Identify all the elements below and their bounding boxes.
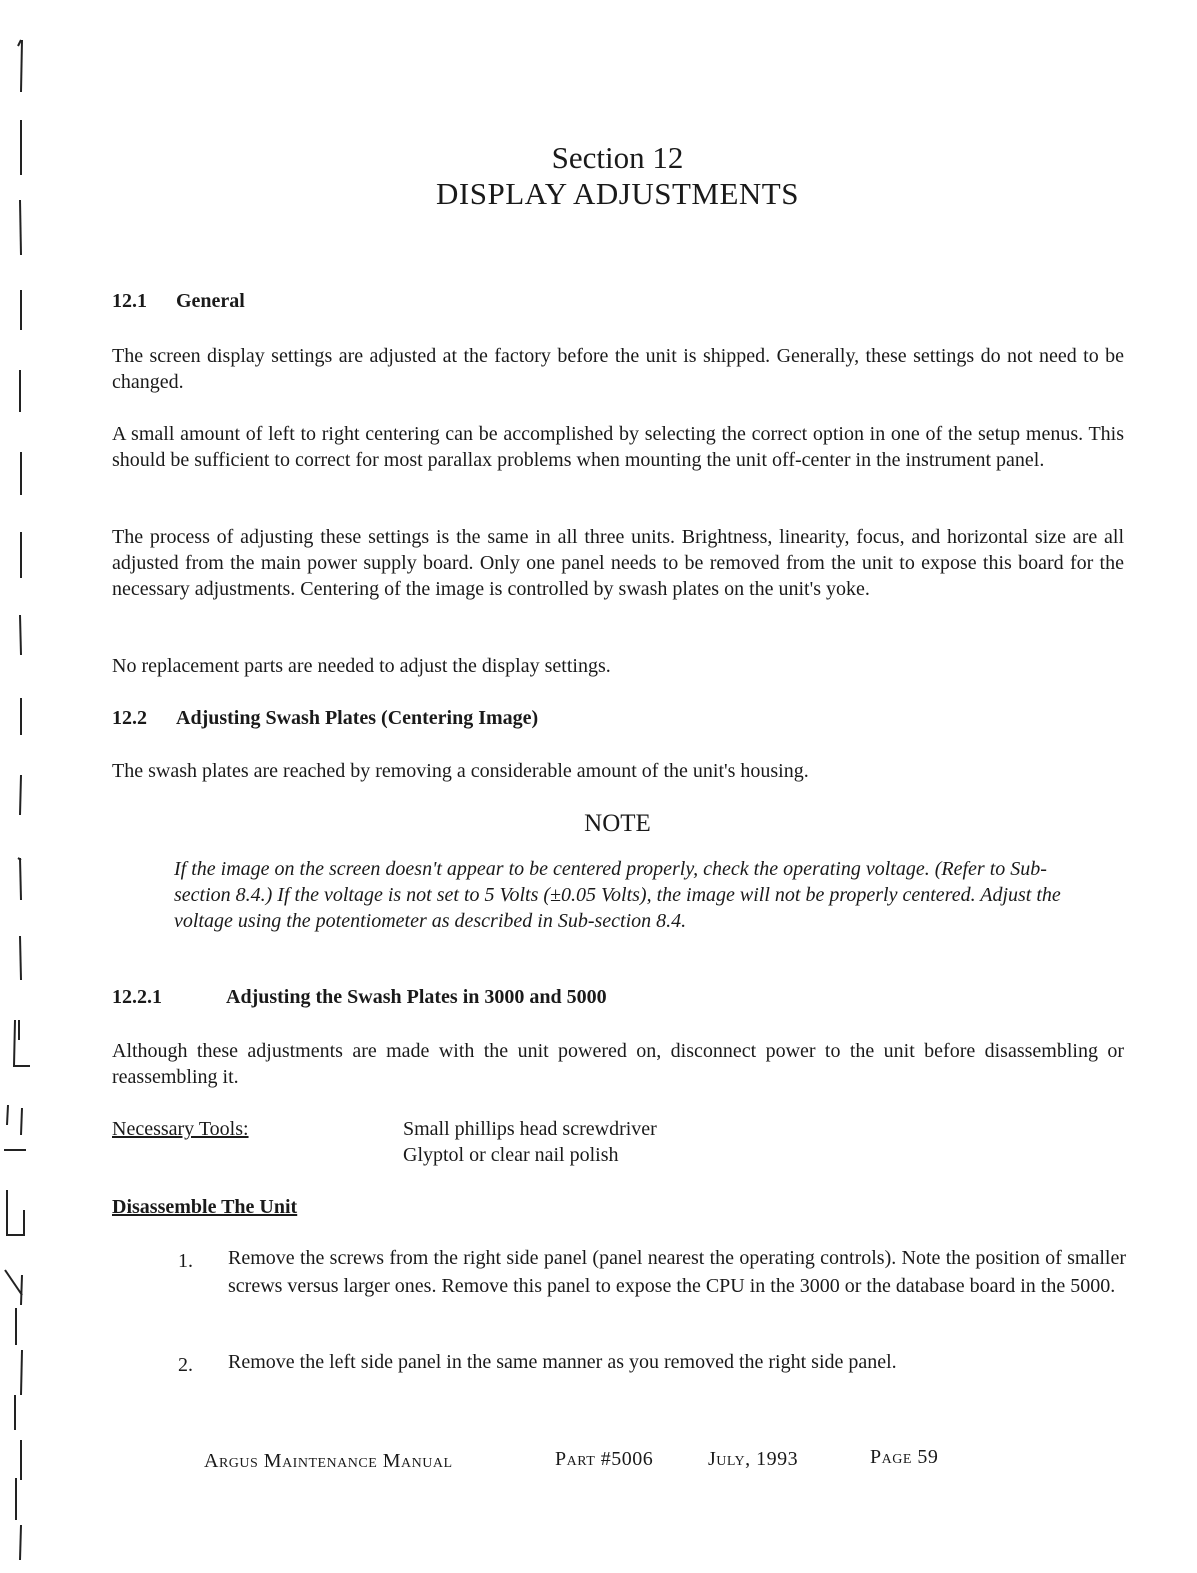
note-text: If the image on the screen doesn't appear to be centered properly, check the operating voltage. (Refer to Sub-section 8.4.) If the voltage is not set to 5 Volts (±0.05 Volts), the image will not be properly centered. Adjust the voltage using the potentiometer as described in Sub-section 8.4.	[174, 858, 1061, 932]
heading-number: 12.2.1	[112, 986, 162, 1008]
footer-page: Page 59	[870, 1446, 939, 1468]
step-number: 2.	[178, 1354, 193, 1376]
paragraph: The process of adjusting these settings is the same in all three units. Brightness, linearity, focus, and horizontal size are all adjusted from the main power supply board. Only one panel needs to be removed from the unit to expose this board for the necessary adjustments. Centering of the image is controlled by swash plates on the unit's yoke.	[112, 526, 1124, 600]
disassemble-heading: Disassemble The Unit	[112, 1196, 298, 1218]
scan-binding-marks	[0, 0, 34, 1573]
paragraph: The screen display settings are adjusted at the factory before the unit is shipped. Generally, these settings do not need to be changed.	[112, 345, 1124, 393]
step-text: Remove the screws from the right side panel (panel nearest the operating controls). Note the position of smaller screws versus larger ones. Remove this panel to expose the CPU in the 3000 or the database board in the 5000.	[228, 1247, 1126, 1297]
heading-number: 12.1	[112, 290, 147, 312]
footer-part: Part #5006	[555, 1448, 654, 1470]
tools-label: Necessary Tools:	[112, 1118, 249, 1140]
step-text: Remove the left side panel in the same manner as you removed the right side panel.	[228, 1351, 897, 1373]
footer-date: July, 1993	[708, 1448, 799, 1470]
heading-number: 12.2	[112, 707, 147, 729]
paragraph: No replacement parts are needed to adjust the display settings.	[112, 655, 611, 677]
heading-12-1	[112, 290, 245, 313]
heading-12-2-1	[112, 986, 607, 1009]
heading-text: Adjusting the Swash Plates in 3000 and 5000	[226, 986, 607, 1008]
note-title: NOTE	[584, 810, 651, 837]
footer-manual: Argus Maintenance Manual	[204, 1450, 453, 1472]
section-title: DISPLAY ADJUSTMENTS	[436, 176, 799, 211]
paragraph: The swash plates are reached by removing a considerable amount of the unit's housing.	[112, 760, 809, 782]
tools-list	[403, 1116, 657, 1168]
heading-12-2	[112, 707, 538, 730]
step-number: 1.	[178, 1250, 193, 1272]
section-label: Section 12	[551, 140, 684, 175]
paragraph: A small amount of left to right centering can be accomplished by selecting the correct option in one of the setup menus. This should be sufficient to correct for most parallax problems when mounting the unit off-center in the instrument panel.	[112, 423, 1124, 471]
tool-item: Small phillips head screwdriver	[403, 1118, 657, 1140]
tool-item: Glyptol or clear nail polish	[403, 1144, 619, 1166]
heading-text: Adjusting Swash Plates (Centering Image)	[176, 707, 539, 729]
paragraph: Although these adjustments are made with the unit powered on, disconnect power to the unit before disassembling or reassembling it.	[112, 1040, 1124, 1088]
heading-text: General	[176, 290, 245, 312]
